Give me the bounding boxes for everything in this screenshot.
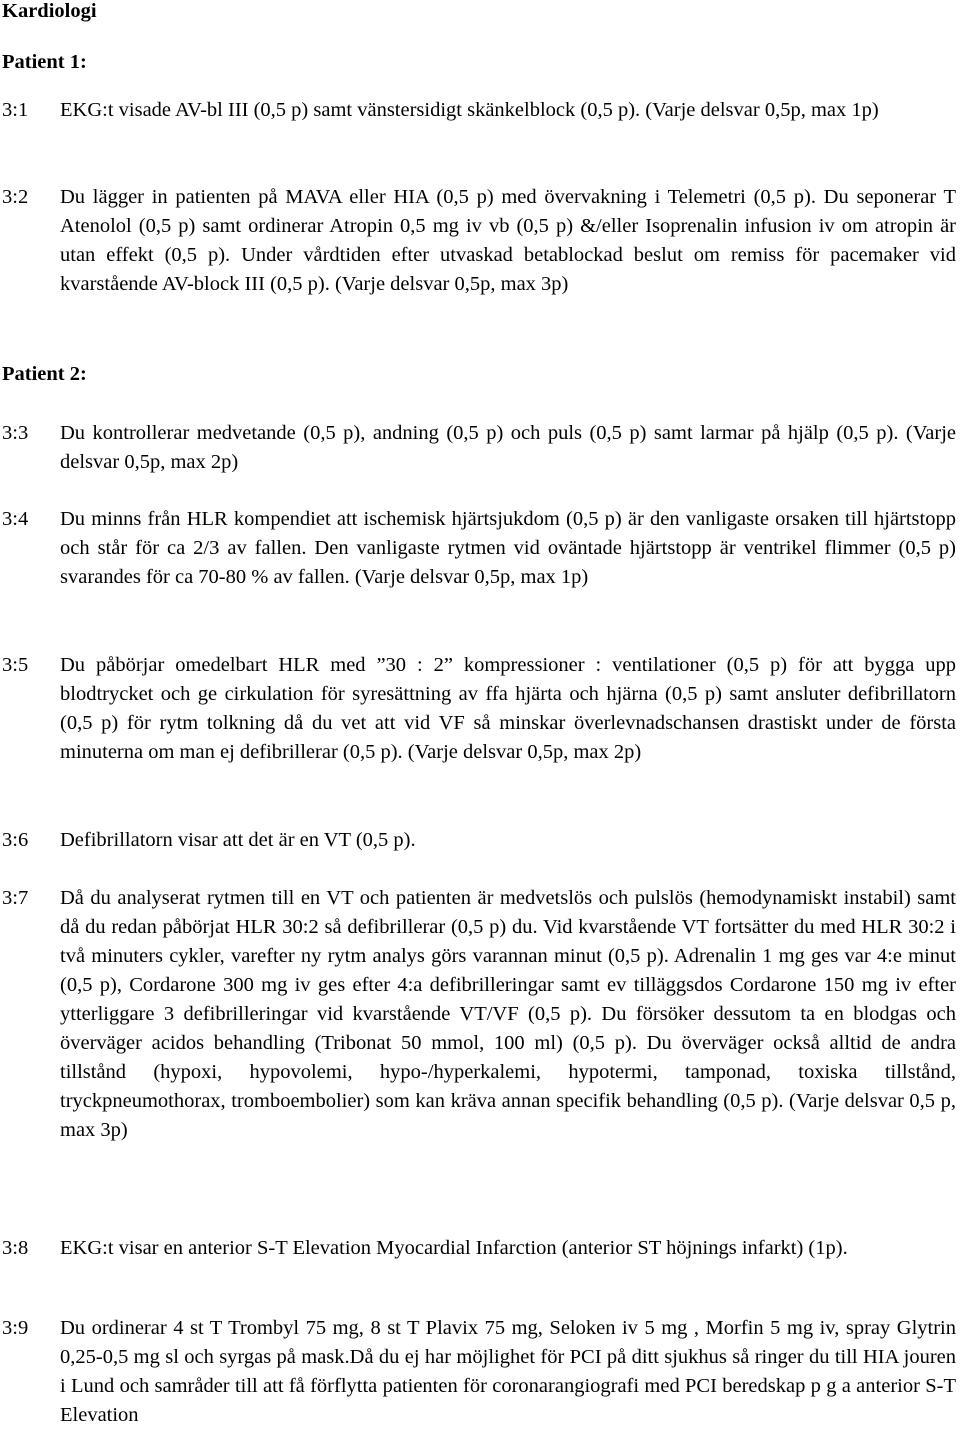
- answer-3-8: [0, 1234, 956, 1263]
- answer-number: 3:1: [2, 99, 29, 121]
- document-title: Kardiologi: [2, 0, 97, 22]
- patient-1-heading: Patient 1:: [2, 51, 87, 73]
- answer-number: 3:4: [2, 508, 29, 530]
- answer-text: EKG:t visade AV-bl III (0,5 p) samt vänstersidigt skänkelblock (0,5 p). (Varje delsvar 0,5p, max 1p): [60, 99, 879, 121]
- answer-text: Du minns från HLR kompendiet att ischemisk hjärtsjukdom (0,5 p) är den vanligaste orsaken till hjärtstopp och står för ca 2/3 av fallen. Den vanligaste rytmen vid oväntade hjärtstopp är ventrikel flimmer (0,5 p) svarandes för ca 70-80 % av fallen. (Varje delsvar 0,5p, max 1p): [60, 508, 956, 588]
- answer-number: 3:5: [2, 654, 29, 676]
- answer-3-7: [0, 884, 956, 1145]
- answer-number: 3:3: [2, 422, 29, 444]
- answer-3-6: [0, 826, 956, 855]
- answer-3-3: [0, 419, 956, 477]
- answer-text: Du ordinerar 4 st T Trombyl 75 mg, 8 st T Plavix 75 mg, Seloken iv 5 mg , Morfin 5 mg iv, spray Glytrin 0,25-0,5 mg sl och syrgas på mask.Då du ej har möjlighet för PCI på ditt sjukhus så ringer du till HIA jouren i Lund och samråder till att få förflytta patienten för coronarangiografi med PCI beredskap p g a anterior S-T Elevation: [60, 1317, 956, 1426]
- answer-3-2: [0, 183, 956, 299]
- answer-3-5: [0, 651, 956, 767]
- answer-number: 3:8: [2, 1237, 29, 1259]
- answer-text: Du lägger in patienten på MAVA eller HIA (0,5 p) med övervakning i Telemetri (0,5 p). Du seponerar T Atenolol (0,5 p) samt ordinerar Atropin 0,5 mg iv vb (0,5 p) &/eller Isoprenalin infusion iv om atropin är utan effekt (0,5 p). Under vårdtiden efter utvaskad betablockad beslut om remiss för pacemaker vid kvarstående AV-block III (0,5 p). (Varje delsvar 0,5p, max 3p): [60, 186, 956, 295]
- answer-number: 3:6: [2, 829, 29, 851]
- answer-3-1: [0, 96, 956, 125]
- patient-2-heading: Patient 2:: [2, 363, 87, 385]
- answer-text: Du påbörjar omedelbart HLR med ”30 : 2” kompressioner : ventilationer (0,5 p) för att bygga upp blodtrycket och ge cirkulation för syresättning av ffa hjärta och hjärna (0,5 p) samt ansluter defibrillatorn (0,5 p) för rytm tolkning då du vet att vid VF så minskar överlevnadschansen drastiskt under de första minuterna om man ej defibrillerar (0,5 p). (Varje delsvar 0,5p, max 2p): [60, 654, 956, 763]
- answer-text: Då du analyserat rytmen till en VT och patienten är medvetslös och pulslös (hemodynamiskt instabil) samt då du redan påbörjat HLR 30:2 så defibrillerar (0,5 p) du. Vid kvarstående VT fortsätter du med HLR 30:2 i två minuters cykler, varefter ny rytm analys görs varannan minut (0,5 p). Adrenalin 1 mg ges var 4:e minut (0,5 p), Cordarone 300 mg iv ges efter 4:a defibrilleringar samt ev tilläggsdos Cordarone 150 mg iv efter ytterliggare 3 defibrilleringar vid kvarstående VT/VF (0,5 p). Du försöker dessutom ta en blodgas och överväger acidos behandling (Tribonat 50 mmol, 100 ml) (0,5 p). Du överväger också alltid de andra tillstånd (hypoxi, hypovolemi, hypo-/hyperkalemi, hypotermi, tamponad, toxiska tillstånd, tryckpneumothorax, tromboembolier) som kan kräva annan specifik behandling (0,5 p). (Varje delsvar 0,5 p, max 3p): [60, 887, 956, 1141]
- answer-number: 3:9: [2, 1317, 29, 1339]
- answer-3-9: [0, 1314, 956, 1430]
- answer-text: Du kontrollerar medvetande (0,5 p), andning (0,5 p) och puls (0,5 p) samt larmar på hjälp (0,5 p). (Varje delsvar 0,5p, max 2p): [60, 422, 956, 473]
- answer-3-4: [0, 505, 956, 592]
- answer-number: 3:2: [2, 186, 29, 208]
- answer-text: EKG:t visar en anterior S-T Elevation Myocardial Infarction (anterior ST höjnings infarkt) (1p).: [60, 1237, 848, 1259]
- answer-number: 3:7: [2, 887, 29, 909]
- answer-text: Defibrillatorn visar att det är en VT (0,5 p).: [60, 829, 416, 851]
